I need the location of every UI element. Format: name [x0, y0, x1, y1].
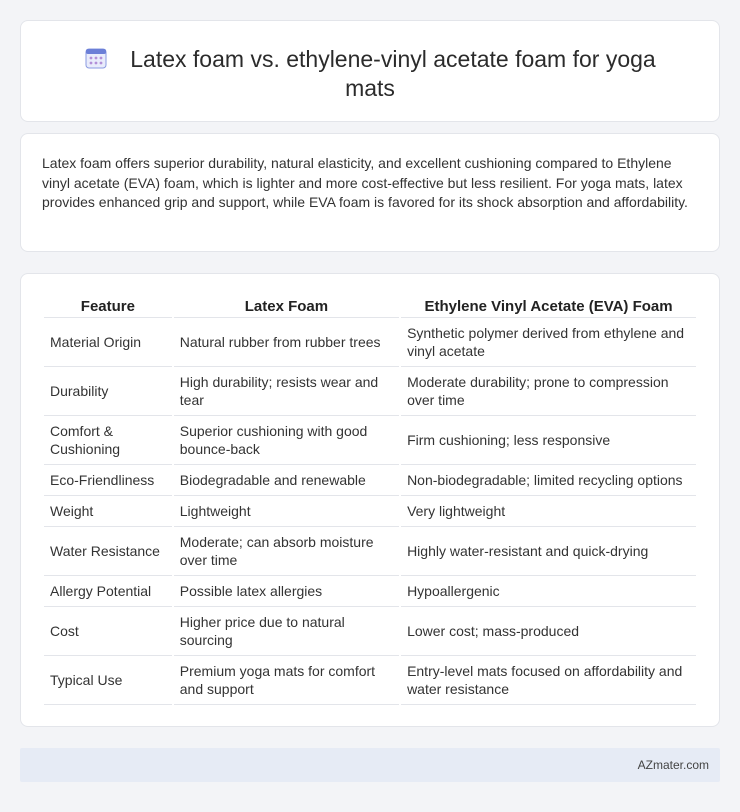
- feature-cell: Eco-Friendliness: [44, 465, 172, 496]
- summary-text: Latex foam offers superior durability, natural elasticity, and excellent cushioning compared to Ethylene vinyl acetate (EVA) foam, which is lighter and more cost-effective but less resilient. For yoga mats, latex provides enhanced grip and support, while EVA foam is favored for its shock absorption and affordability.: [42, 155, 688, 210]
- comparison-table-card: [20, 273, 720, 727]
- table-row: [44, 576, 696, 607]
- eva-cell: Synthetic polymer derived from ethylene and vinyl acetate: [401, 318, 696, 367]
- feature-cell: Durability: [44, 367, 172, 416]
- feature-cell: Material Origin: [44, 318, 172, 367]
- calendar-grid-icon: [84, 46, 108, 70]
- table-row: [44, 607, 696, 656]
- latex-cell: High durability; resists wear and tear: [174, 367, 399, 416]
- comparison-table: [42, 296, 698, 705]
- header-eva-foam: Ethylene Vinyl Acetate (EVA) Foam: [401, 296, 696, 318]
- latex-cell: Superior cushioning with good bounce-back: [174, 416, 399, 465]
- eva-cell: Entry-level mats focused on affordability and water resistance: [401, 656, 696, 705]
- eva-cell: Lower cost; mass-produced: [401, 607, 696, 656]
- footer-bar: [20, 748, 720, 782]
- latex-cell: Biodegradable and renewable: [174, 465, 399, 496]
- eva-cell: Firm cushioning; less responsive: [401, 416, 696, 465]
- table-header-row: [44, 296, 696, 318]
- feature-cell: Allergy Potential: [44, 576, 172, 607]
- feature-cell: Cost: [44, 607, 172, 656]
- feature-cell: Weight: [44, 496, 172, 527]
- table-row: [44, 496, 696, 527]
- table-row: [44, 416, 696, 465]
- table-row: [44, 656, 696, 705]
- header-latex-foam: Latex Foam: [174, 296, 399, 318]
- eva-cell: Very lightweight: [401, 496, 696, 527]
- eva-cell: Moderate durability; prone to compression over time: [401, 367, 696, 416]
- eva-cell: Hypoallergenic: [401, 576, 696, 607]
- table-row: [44, 527, 696, 576]
- header-feature: Feature: [44, 296, 172, 318]
- eva-cell: Highly water-resistant and quick-drying: [401, 527, 696, 576]
- page-title-wrap: [21, 45, 719, 103]
- table-row: [44, 465, 696, 496]
- page-title: Latex foam vs. ethylene-vinyl acetate foam for yoga mats: [130, 46, 656, 101]
- latex-cell: Lightweight: [174, 496, 399, 527]
- feature-cell: Water Resistance: [44, 527, 172, 576]
- title-card: [20, 20, 720, 122]
- feature-cell: Comfort & Cushioning: [44, 416, 172, 465]
- latex-cell: Premium yoga mats for comfort and support: [174, 656, 399, 705]
- latex-cell: Moderate; can absorb moisture over time: [174, 527, 399, 576]
- feature-cell: Typical Use: [44, 656, 172, 705]
- summary-card: [20, 133, 720, 252]
- latex-cell: Possible latex allergies: [174, 576, 399, 607]
- table-row: [44, 318, 696, 367]
- latex-cell: Natural rubber from rubber trees: [174, 318, 399, 367]
- table-row: [44, 367, 696, 416]
- footer-site-link[interactable]: AZmater.com: [637, 758, 709, 772]
- latex-cell: Higher price due to natural sourcing: [174, 607, 399, 656]
- eva-cell: Non-biodegradable; limited recycling options: [401, 465, 696, 496]
